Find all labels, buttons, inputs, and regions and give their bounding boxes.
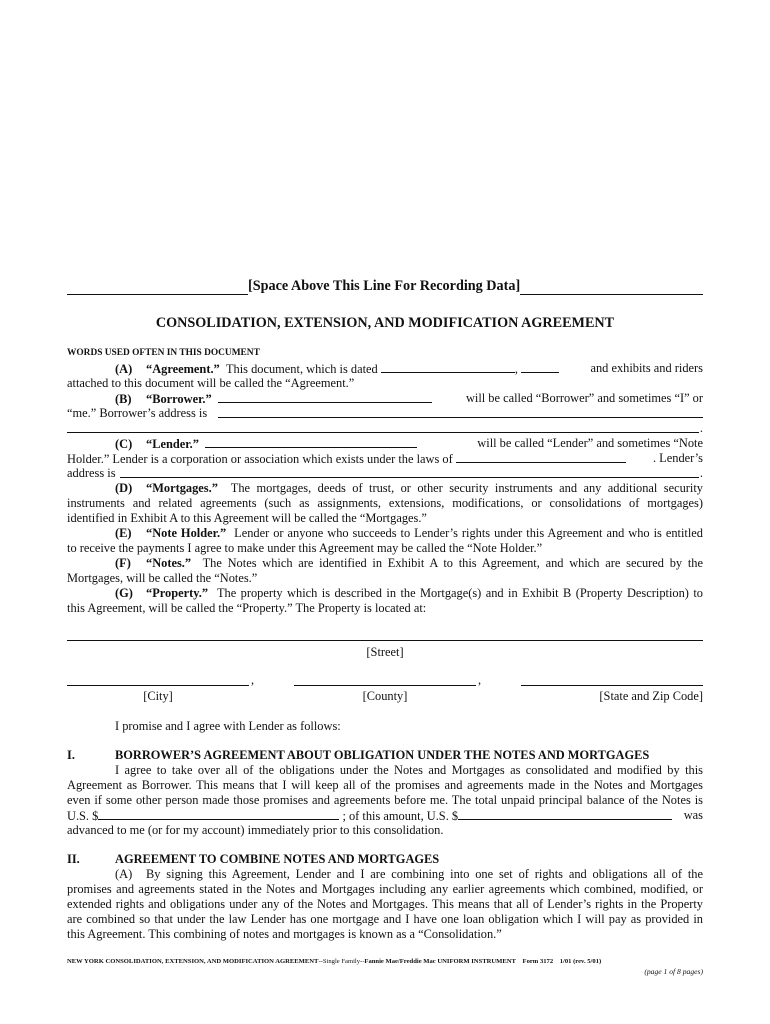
definition-b-term: “Borrower.”	[146, 392, 212, 406]
form-number: Form 3172	[522, 958, 554, 965]
definition-c: (C) “Lender.” will be called “Lender” and sometimes “Note	[115, 436, 703, 451]
section-1-text-5: advanced to me (or for my account) immediately prior to this consolidation.	[67, 823, 444, 837]
lender-state-field[interactable]	[456, 451, 626, 463]
definition-a-term: “Agreement.”	[146, 362, 220, 376]
definition-b: (B) “Borrower.” will be called “Borrower” and sometimes “I” or	[115, 391, 703, 406]
borrower-name-field[interactable]	[218, 391, 432, 403]
advanced-amount-field[interactable]	[458, 808, 672, 820]
definition-c-term: “Lender.”	[146, 437, 199, 451]
section-2-heading: II. AGREEMENT TO COMBINE NOTES AND MORTGAGES	[67, 852, 440, 866]
borrower-address-field[interactable]	[218, 406, 703, 418]
section-2-text-2: promises and agreements stated in the Notes and Mortgages including any earlier agreements which combined, modified, or	[67, 882, 703, 896]
section-1-text-3: even if some other person made those promises and agreements before me. The total unpaid principal balance of the Notes is	[67, 793, 703, 807]
section-2-text-5: this Agreement. This combining of notes and mortgages is known as a “Consolidation.”	[67, 927, 502, 941]
definition-e-term: “Note Holder.”	[146, 526, 227, 540]
definition-c-address: address is .	[67, 466, 703, 480]
street-caption: [Street]	[366, 645, 404, 659]
agreement-year-field[interactable]	[521, 361, 559, 373]
city-caption: [City]	[143, 689, 173, 703]
form-revision: 1/01 (rev. 5/01)	[559, 958, 602, 965]
county-caption: [County]	[362, 689, 408, 703]
definition-e-cont: to receive the payments I agree to make under this Agreement may be called the “Note Holder.”	[67, 541, 543, 555]
promise-text: I promise and I agree with Lender as follows:	[115, 719, 341, 733]
section-2-text: (A) By signing this Agreement, Lender and I are combining into one set of rights and obligations all of the	[115, 867, 703, 881]
section-1-text-2: Agreement as Borrower. This means that I will keep all of the promises and agreements made in the Notes and Mortgages	[67, 778, 703, 792]
lender-name-field[interactable]	[205, 436, 417, 448]
definition-d: (D) “Mortgages.” The mortgages, deeds of trust, or other security instruments and any additional security	[115, 481, 703, 495]
definition-b-cont: “me.” Borrower’s address is	[67, 406, 703, 421]
definition-f-cont: Mortgages, will be called the “Notes.”	[67, 571, 258, 585]
lender-address-field[interactable]	[120, 466, 699, 478]
definition-c-cont: Holder.” Lender is a corporation or association which exists under the laws of . Lender’s	[67, 451, 703, 466]
recording-line-left	[67, 279, 248, 295]
definition-d-term: “Mortgages.”	[146, 481, 218, 495]
section-1-number: I.	[67, 748, 75, 762]
recording-line-right	[520, 279, 703, 295]
section-2-number: II.	[67, 852, 80, 866]
definition-a-cont: attached to this document will be called the “Agreement.”	[67, 376, 355, 390]
definition-a: (A) “Agreement.” This document, which is dated , and exhibits and riders	[115, 361, 703, 376]
definition-a-label: (A)	[115, 362, 133, 376]
county-field[interactable]	[294, 685, 476, 686]
agreement-date-field[interactable]	[381, 361, 515, 373]
definition-g-cont: this Agreement, will be called the “Property.” The Property is located at:	[67, 601, 427, 615]
recording-space-header	[67, 278, 703, 295]
state-zip-field[interactable]	[521, 685, 703, 686]
form-footer: NEW YORK CONSOLIDATION, EXTENSION, AND MODIFICATION AGREEMENT--Single Family--Fannie Mae/Freddie Mac UNIFORM INSTRUMENT Form 3172 1/01 (rev. 5/01)	[67, 958, 602, 965]
section-2-text-4: are combined so that under the law Lender has one mortgage and I have one loan obligation which I will pay as provided in	[67, 912, 703, 926]
borrower-address-field-2[interactable]	[67, 421, 699, 433]
definition-f-term: “Notes.”	[146, 556, 192, 570]
definition-f: (F) “Notes.” The Notes which are identified in Exhibit A to this Agreement, and which are secured by the	[115, 556, 703, 570]
state-zip-caption: [State and Zip Code]	[599, 689, 703, 703]
definition-e: (E) “Note Holder.” Lender or anyone who succeeds to Lender’s rights under this Agreement and who is entitled	[115, 526, 703, 540]
page-number: (page 1 of 8 pages)	[644, 967, 703, 976]
definition-d-cont-2: identified in Exhibit A to this Agreement will be called the “Mortgages.”	[67, 511, 427, 525]
document-title: CONSOLIDATION, EXTENSION, AND MODIFICATION AGREEMENT	[155, 315, 615, 331]
definition-d-cont: instruments and related agreements (such as assignments, extensions, modifications, or consolidations of mortgages)	[67, 496, 703, 510]
words-heading: WORDS USED OFTEN IN THIS DOCUMENT	[67, 348, 260, 358]
section-2-a-label: (A)	[115, 867, 133, 881]
definition-g: (G) “Property.” The property which is described in the Mortgage(s) and in Exhibit B (Property Description) to	[115, 586, 703, 600]
city-field[interactable]	[67, 685, 249, 686]
section-2-text-3: extended rights and obligations under any of the Notes and Mortgages. This means that all of Lender’s rights in the Property	[67, 897, 703, 911]
definition-g-term: “Property.”	[146, 586, 209, 600]
street-field[interactable]	[67, 640, 703, 641]
section-1-text: I agree to take over all of the obligations under the Notes and Mortgages as consolidated and modified by this	[115, 763, 703, 777]
recording-label: [Space Above This Line For Recording Data]	[248, 278, 521, 294]
unpaid-balance-field[interactable]	[98, 808, 339, 820]
section-1-heading: I. BORROWER’S AGREEMENT ABOUT OBLIGATION UNDER THE NOTES AND MORTGAGES	[67, 748, 650, 762]
section-1-amounts: U.S. $ ; of this amount, U.S. $ was	[67, 808, 703, 823]
